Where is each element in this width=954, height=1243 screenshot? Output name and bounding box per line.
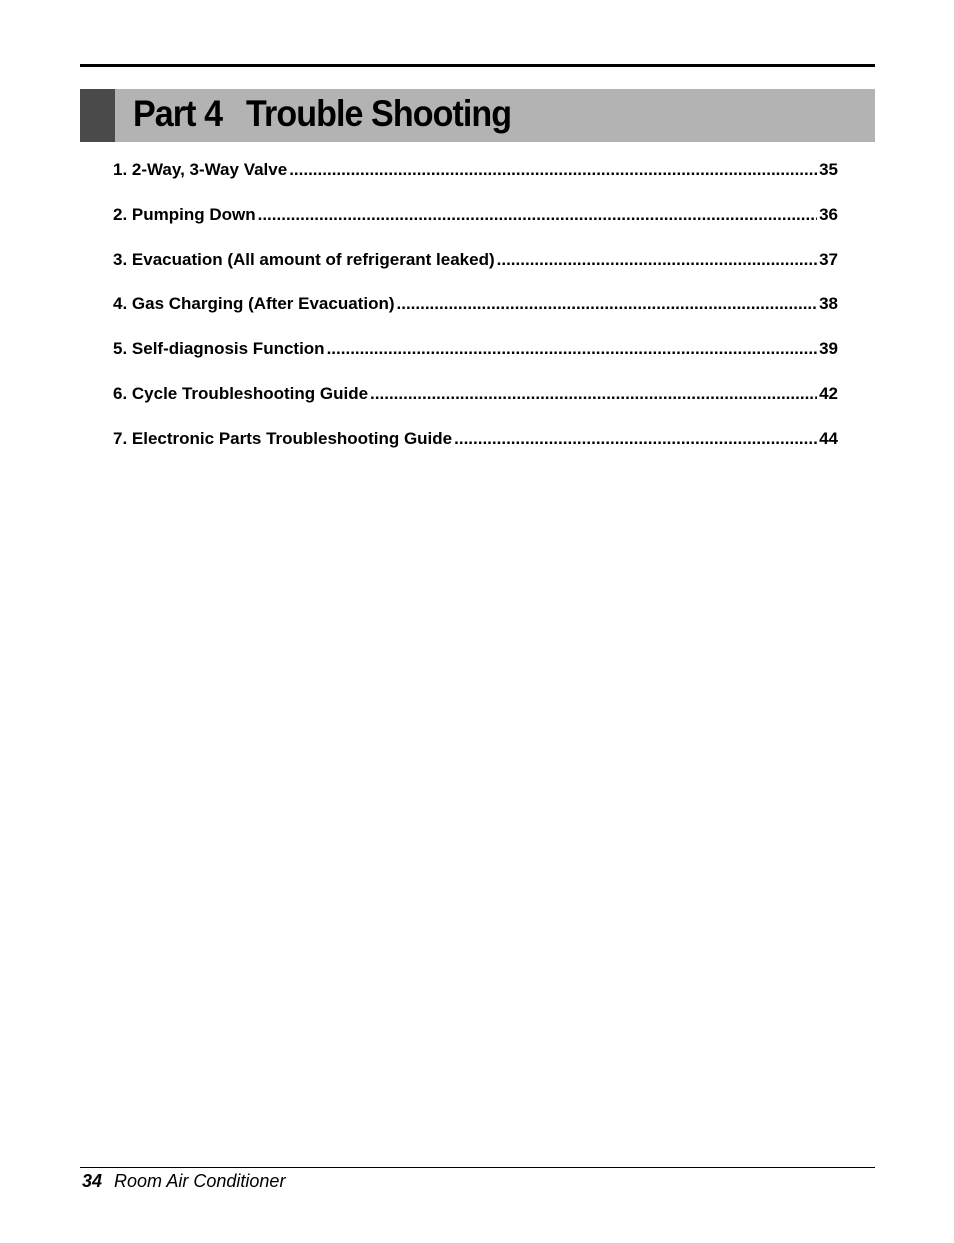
toc-item[interactable] (113, 294, 838, 339)
toc-item-label: 1. 2-Way, 3-Way Valve (113, 160, 288, 179)
toc-item[interactable] (113, 339, 838, 384)
toc-item[interactable] (113, 429, 838, 474)
toc-item[interactable] (113, 384, 838, 429)
toc-item-label: 3. Evacuation (All amount of refrigerant leaked) (113, 249, 495, 269)
toc-item-page: 42 (819, 383, 838, 403)
table-of-contents (113, 160, 838, 474)
page-title (133, 89, 511, 142)
section-title-bar (80, 89, 875, 142)
part-title: Trouble Shooting (246, 93, 512, 134)
toc-dot-leader (258, 205, 817, 225)
footer-rule (80, 1167, 875, 1168)
toc-item-page: 35 (819, 160, 838, 179)
toc-item-page: 44 (819, 428, 838, 448)
toc-item[interactable] (113, 160, 838, 205)
title-marker-block (80, 89, 115, 142)
toc-item-label: 5. Self-diagnosis Function (113, 339, 325, 359)
footer-page-number: 34 (82, 1171, 103, 1191)
footer-document-title: Room Air Conditioner (114, 1171, 286, 1191)
toc-dot-leader (497, 250, 817, 270)
top-rule (80, 64, 875, 67)
page-footer (82, 1171, 285, 1192)
toc-item-label: 7. Electronic Parts Troubleshooting Guide (113, 428, 453, 448)
toc-item-page: 36 (819, 204, 838, 224)
toc-item[interactable] (113, 205, 838, 250)
toc-item-label: 2. Pumping Down (113, 204, 256, 224)
toc-dot-leader (454, 429, 817, 449)
toc-dot-leader (289, 160, 817, 180)
toc-dot-leader (327, 339, 818, 359)
toc-item-label: 6. Cycle Troubleshooting Guide (113, 383, 369, 403)
toc-dot-leader (370, 384, 817, 404)
toc-item[interactable] (113, 250, 838, 295)
part-number: Part 4 (133, 93, 223, 134)
toc-item-label: 4. Gas Charging (After Evacuation) (113, 294, 395, 314)
toc-item-page: 37 (819, 249, 838, 269)
toc-item-page: 39 (819, 339, 838, 359)
toc-item-page: 38 (819, 294, 838, 314)
toc-dot-leader (397, 294, 818, 314)
